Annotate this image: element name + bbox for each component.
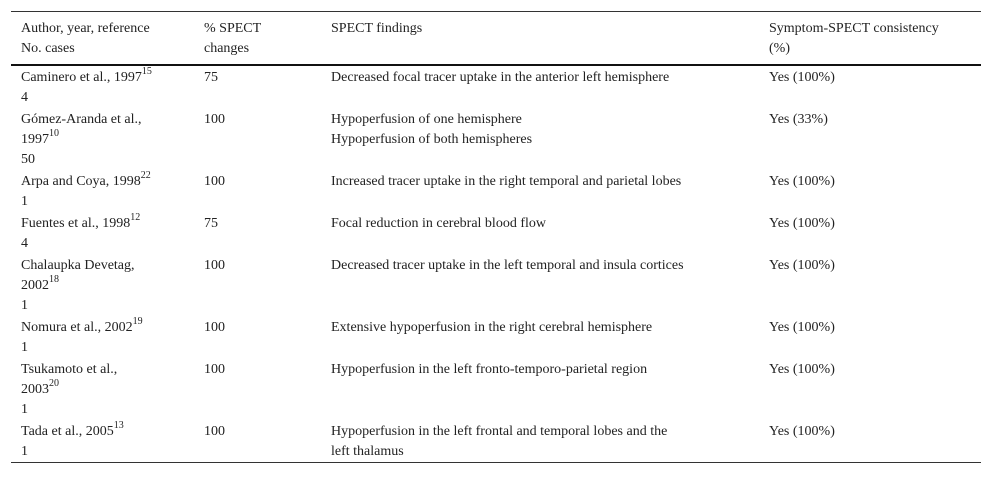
author-text: Gómez-Aranda et al., [21,112,142,127]
reference-superscript: 12 [130,212,141,224]
table-row [11,212,981,254]
finding-text: Focal reduction in cerebral blood flow [331,216,546,231]
author-cell [11,65,204,108]
author-text: Nomura et al., 2002$^{19}$ [21,316,143,335]
reference-superscript: 13 [113,420,124,432]
table-row [11,254,981,316]
cases-count: 1 [21,402,28,417]
spect-changes-cell: 100 [204,362,225,377]
finding-text: Hypoperfusion in the left frontal and temporal lobes and the [331,424,668,439]
reference-superscript: 19 [132,316,143,328]
finding-text: Decreased tracer uptake in the left temporal and insula cortices [331,258,684,273]
consistency-cell: Yes (100%) [769,320,835,335]
consistency-cell: Yes (100%) [769,70,835,85]
author-text: Arpa and Coya, 1998$^{22}$ [21,170,151,189]
finding-text: left thalamus [331,444,404,459]
finding-text: Increased tracer uptake in the right temporal and parietal lobes [331,174,682,189]
table-header [11,12,981,66]
author-cell [11,254,204,316]
spect-findings-table [11,11,981,463]
cases-count: 50 [21,152,35,167]
author-cell [11,358,204,420]
finding-text: Extensive hypoperfusion in the right cerebral hemisphere [331,320,653,335]
table-row [11,65,981,108]
findings-cell [331,170,769,212]
finding-text: Decreased focal tracer uptake in the anterior left hemisphere [331,70,670,85]
cases-count: 1 [21,298,28,313]
table-row [11,358,981,420]
table-row [11,316,981,358]
consistency-cell: Yes (33%) [769,112,828,127]
cases-count: 4 [21,90,28,105]
author-text: Tsukamoto et al., [21,362,118,377]
findings-cell [331,420,769,463]
header-row [11,12,981,66]
cases-count: 1 [21,340,28,355]
spect-changes-cell: 100 [204,320,225,335]
reference-superscript: 15 [141,66,152,78]
findings-cell [331,254,769,316]
author-text: 2002$^{18}$ [21,274,59,293]
author-cell [11,316,204,358]
author-text: Chalaupka Devetag, [21,258,135,273]
consistency-cell: Yes (100%) [769,362,835,377]
spect-changes-cell: 100 [204,112,225,127]
table-row [11,420,981,463]
reference-superscript: 18 [49,274,59,286]
spect-changes-cell: 100 [204,424,225,439]
table-row [11,108,981,170]
author-cell [11,420,204,463]
author-cell [11,212,204,254]
finding-text: Hypoperfusion in the left fronto-temporo-parietal region [331,362,648,377]
header-findings: SPECT findings [331,21,423,36]
table-row [11,170,981,212]
spect-changes-cell: 75 [204,70,218,85]
spect-changes-cell: 75 [204,216,218,231]
findings-cell [331,65,769,108]
consistency-cell: Yes (100%) [769,216,835,231]
consistency-cell: Yes (100%) [769,174,835,189]
cases-count: 4 [21,236,28,251]
spect-changes-cell: 100 [204,258,225,273]
author-text: 2003$^{20}$ [21,378,59,397]
reference-superscript: 20 [49,378,59,390]
findings-cell [331,316,769,358]
author-text: Tada et al., 2005$^{13}$ [21,420,124,439]
reference-superscript: 22 [140,170,151,182]
consistency-cell: Yes (100%) [769,424,835,439]
table-body [11,65,981,463]
author-text: Fuentes et al., 1998$^{12}$ [21,212,141,231]
findings-cell [331,212,769,254]
consistency-cell: Yes (100%) [769,258,835,273]
header-consistency: Symptom-SPECT consistency (%) [769,21,939,56]
finding-text: Hypoperfusion of one hemisphere [331,112,522,127]
cases-count: 1 [21,194,28,209]
spect-changes-cell: 100 [204,174,225,189]
findings-cell [331,358,769,420]
cases-count: 1 [21,444,28,459]
header-spect-changes: % SPECT changes [204,21,262,56]
reference-superscript: 10 [49,128,59,140]
finding-text: Hypoperfusion of both hemispheres [331,132,533,147]
author-text: 1997$^{10}$ [21,128,59,147]
author-text: Caminero et al., 1997$^{15}$ [21,66,152,85]
author-cell [11,170,204,212]
author-cell [11,108,204,170]
header-author: Author, year, reference No. cases [21,21,150,56]
findings-cell [331,108,769,170]
